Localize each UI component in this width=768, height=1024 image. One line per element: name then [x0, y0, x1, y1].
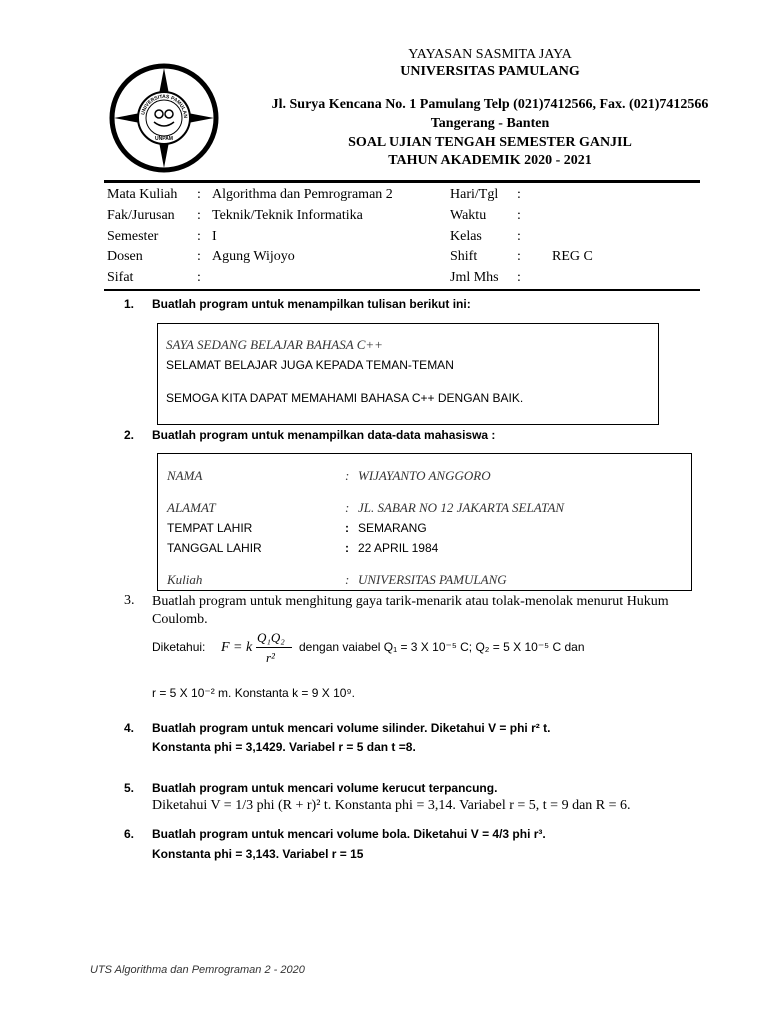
- fraction-bar: [256, 647, 292, 648]
- row-label: TEMPAT LAHIR: [167, 521, 253, 535]
- question-text: Konstanta phi = 3,143. Variabel r = 15: [152, 847, 364, 861]
- academic-year: TAHUN AKADEMIK 2020 - 2021: [388, 153, 592, 168]
- row-label: NAMA: [167, 468, 203, 483]
- info-value: Agung Wijoyo: [212, 249, 295, 264]
- row-value: 22 APRIL 1984: [358, 541, 439, 555]
- row-label: ALAMAT: [167, 500, 216, 515]
- info-label: Fak/Jurusan: [107, 208, 175, 223]
- exam-title: SOAL UJIAN TENGAH SEMESTER GANJIL: [348, 135, 632, 150]
- address-line: Jl. Surya Kencana No. 1 Pamulang Telp (021)7412566, Fax. (021)7412566: [271, 97, 709, 112]
- question-text: Buatlah program untuk menghitung gaya tarik-menarik atau tolak-menolak menurut Hukum Coulomb.: [152, 594, 669, 627]
- question-text: Buatlah program untuk menampilkan tulisan berikut ini:: [152, 297, 471, 311]
- question-text: Buatlah program untuk mencari volume silinder. Diketahui V = phi r² t.: [152, 721, 551, 735]
- question-text: Buatlah program untuk menampilkan data-data mahasiswa :: [152, 428, 496, 442]
- row-value: SEMARANG: [358, 521, 427, 535]
- info-label: Shift: [450, 249, 478, 264]
- given-label: Diketahui:: [152, 640, 206, 654]
- question-number: 4.: [124, 721, 135, 735]
- info-label: Waktu: [450, 208, 487, 223]
- box-line: SAYA SEDANG BELAJAR BAHASA C++: [166, 337, 383, 352]
- given-values-2: r = 5 X 10⁻² m. Konstanta k = 9 X 10⁹.: [152, 686, 355, 700]
- formula-denominator: r²: [266, 650, 275, 665]
- info-value: REG C: [552, 249, 593, 264]
- formula-numerator: Q₁Q₂: [257, 630, 285, 645]
- question-number: 2.: [124, 428, 135, 442]
- page-footer: UTS Algorithma dan Pemrograman 2 - 2020: [90, 964, 305, 976]
- info-value: Teknik/Teknik Informatika: [212, 208, 363, 223]
- question-number: 5.: [124, 781, 135, 795]
- university-name: UNIVERSITAS PAMULANG: [400, 64, 580, 79]
- box-line: SELAMAT BELAJAR JUGA KEPADA TEMAN-TEMAN: [166, 358, 454, 372]
- row-value: JL. SABAR NO 12 JAKARTA SELATAN: [358, 500, 565, 515]
- question-text: Buatlah program untuk mencari volume bola. Diketahui V = 4/3 phi r³.: [152, 827, 546, 841]
- university-logo: [108, 62, 220, 174]
- question-number: 6.: [124, 827, 135, 841]
- given-values: dengan vaiabel Q₁ = 3 X 10⁻⁵ C; Q₂ = 5 X 10⁻⁵ C dan: [299, 640, 585, 654]
- info-rule: [104, 289, 700, 291]
- logo-text: UNIVERSITAS PAMULAN: [140, 94, 189, 119]
- info-label: Sifat: [107, 270, 134, 285]
- question-number: 1.: [124, 297, 135, 311]
- info-label: Mata Kuliah: [107, 187, 178, 202]
- box-line: SEMOGA KITA DAPAT MEMAHAMI BAHASA C++ DENGAN BAIK.: [166, 391, 524, 405]
- row-label: Kuliah: [167, 572, 203, 587]
- header-rule: [104, 180, 700, 183]
- info-label: Dosen: [107, 249, 143, 264]
- logo-sub: UNPAM: [155, 136, 173, 142]
- question-text: Konstanta phi = 3,1429. Variabel r = 5 dan t =8.: [152, 740, 416, 754]
- row-value: UNIVERSITAS PAMULANG: [358, 572, 507, 587]
- info-label: Hari/Tgl: [450, 187, 499, 202]
- info-label: Jml Mhs: [450, 270, 499, 285]
- question-number: 3.: [124, 593, 135, 608]
- info-value: Algorithma dan Pemrograman 2: [212, 187, 393, 202]
- row-label: TANGGAL LAHIR: [167, 541, 262, 555]
- output-box-2: NAMA : WIJAYANTO ANGGORO ALAMAT : JL. SABAR NO 12 JAKARTA SELATAN TEMPAT LAHIR : SEMARANG TANGGAL LAHIR : 22 APRIL 1984 Kuliah : UNIVERSITAS PAMULANG: [157, 453, 692, 591]
- output-box-1: [157, 323, 659, 425]
- formula-lhs: F = k: [221, 640, 253, 655]
- info-label: Kelas: [450, 229, 482, 244]
- foundation-name: YAYASAN SASMITA JAYA: [408, 47, 572, 62]
- city-line: Tangerang - Banten: [430, 116, 550, 131]
- question-text: Diketahui V = 1/3 phi (R + r)² t. Konstanta phi = 3,14. Variabel r = 5, t = 9 dan R = 6.: [152, 798, 631, 813]
- info-label: Semester: [107, 229, 159, 244]
- info-value: I: [212, 229, 217, 244]
- question-text: Buatlah program untuk mencari volume kerucut terpancung.: [152, 781, 498, 795]
- row-value: WIJAYANTO ANGGORO: [358, 468, 491, 483]
